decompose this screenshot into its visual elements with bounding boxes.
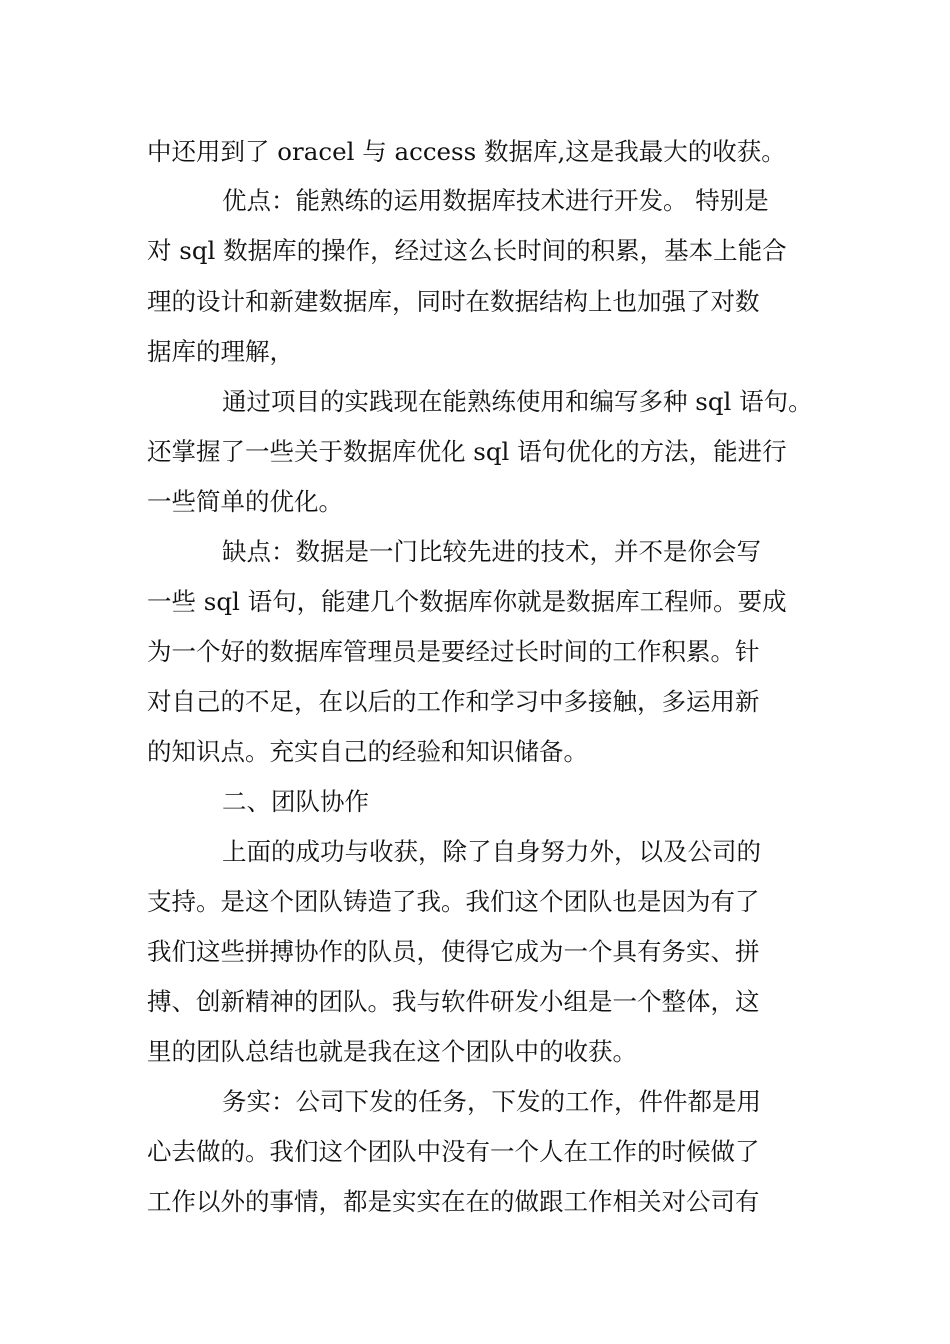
text-line: 对 sql 数据库的操作，经过这么长时间的积累，基本上能合 xyxy=(147,236,787,265)
text-line: 理的设计和新建数据库，同时在数据结构上也加强了对数 xyxy=(147,287,760,316)
text-line: 的知识点。充实自己的经验和知识储备。 xyxy=(147,737,588,766)
text-line: 心去做的。我们这个团队中没有一个人在工作的时候做了 xyxy=(147,1137,760,1166)
text-line: 通过项目的实践现在能熟练使用和编写多种 sql 语句。 xyxy=(222,387,813,416)
text-line: 优点：能熟练的运用数据库技术进行开发。 特别是 xyxy=(222,186,769,215)
text-line: 一些简单的优化。 xyxy=(147,487,343,516)
text-line: 一些 sql 语句，能建几个数据库你就是数据库工程师。要成 xyxy=(147,587,787,616)
text-line: 据库的理解， xyxy=(147,337,294,366)
text-line: 对自己的不足，在以后的工作和学习中多接触，多运用新 xyxy=(147,687,760,716)
text-line: 还掌握了一些关于数据库优化 sql 语句优化的方法，能进行 xyxy=(147,437,787,466)
text-line: 为一个好的数据库管理员是要经过长时间的工作积累。针 xyxy=(147,637,760,666)
text-line: 搏、创新精神的团队。我与软件研发小组是一个整体，这 xyxy=(147,987,760,1016)
text-line: 上面的成功与收获，除了自身努力外，以及公司的 xyxy=(222,837,761,866)
text-line: 里的团队总结也就是我在这个团队中的收获。 xyxy=(147,1037,637,1066)
text-line: 我们这些拼搏协作的队员，使得它成为一个具有务实、拼 xyxy=(147,937,760,966)
section-heading: 二、团队协作 xyxy=(222,787,369,816)
text-line: 务实：公司下发的任务，下发的工作，件件都是用 xyxy=(222,1087,761,1116)
text-line: 支持。是这个团队铸造了我。我们这个团队也是因为有了 xyxy=(147,887,760,916)
text-line: 缺点：数据是一门比较先进的技术，并不是你会写 xyxy=(222,537,761,566)
text-line: 工作以外的事情，都是实实在在的做跟工作相关对公司有 xyxy=(147,1187,760,1216)
text-line: 中还用到了 oracel 与 access 数据库,这是我最大的收获。 xyxy=(147,137,786,166)
